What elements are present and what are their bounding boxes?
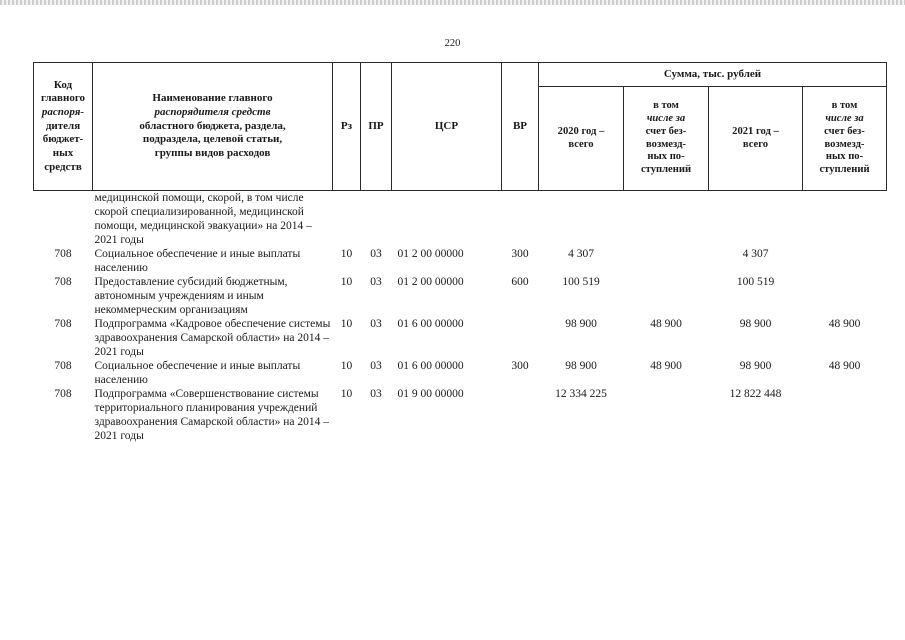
- row-total-2020: [539, 191, 624, 248]
- row-total-2020: 98 900: [565, 360, 597, 372]
- header-csr: ЦСР: [392, 63, 502, 191]
- row-total-2021: [709, 191, 803, 248]
- header-vr: ВР: [502, 63, 539, 191]
- row-csr: 01 6 00 00000: [397, 318, 464, 330]
- row-code: 708: [54, 248, 72, 260]
- row-vr: [502, 191, 539, 248]
- row-free-2021: 48 900: [828, 318, 861, 330]
- row-total-2020: 4 307: [568, 248, 594, 260]
- row-pr: 03: [370, 388, 382, 400]
- row-vr: 300: [511, 248, 529, 260]
- table-row: [34, 247, 887, 275]
- header-pr: ПР: [361, 63, 392, 191]
- row-total-2020: 98 900: [565, 318, 597, 330]
- row-name: Социальное обеспечение и иные выплаты населению: [94, 360, 301, 386]
- row-total-2020: 12 334 225: [555, 388, 607, 400]
- row-free-2020: [624, 275, 709, 317]
- row-name: медицинской помощи, скорой, в том числе скорой специализированной, медицинской помощи, медицинской эвакуации» на 2014 – 2021 годы: [94, 192, 312, 246]
- row-free-2021: [803, 247, 887, 275]
- budget-table: [33, 62, 887, 443]
- page-number: 220: [444, 38, 461, 49]
- row-csr: 01 2 00 00000: [397, 248, 464, 260]
- table-row: [34, 359, 887, 387]
- table-row: [34, 275, 887, 317]
- row-vr: [502, 387, 539, 443]
- row-rz: 10: [340, 318, 353, 330]
- row-pr: 03: [370, 318, 382, 330]
- row-csr: 01 9 00 00000: [397, 388, 464, 400]
- row-free-2020: 48 900: [650, 360, 682, 372]
- row-pr: 03: [370, 276, 382, 288]
- row-free-2020: [624, 247, 709, 275]
- row-csr: 01 2 00 00000: [397, 276, 464, 288]
- row-pr: 03: [370, 360, 382, 372]
- row-vr: [502, 317, 539, 359]
- row-csr: [392, 191, 502, 248]
- table-row: [34, 317, 887, 359]
- row-free-2021: [803, 191, 887, 248]
- row-code: 708: [54, 276, 72, 288]
- header-row-1: [34, 63, 887, 87]
- row-total-2021: 98 900: [739, 360, 772, 372]
- row-csr: 01 6 00 00000: [397, 360, 464, 372]
- row-name: Подпрограмма «Кадровое обеспечение системы здравоохранения Самарской области» на 2014 – 2021 годы: [94, 318, 331, 358]
- row-rz: 10: [340, 388, 353, 400]
- row-total-2020: 100 519: [562, 276, 600, 288]
- row-free-2020: [624, 387, 709, 443]
- row-code: 708: [54, 388, 72, 400]
- header-2021-total: 2021 год – всего: [709, 87, 803, 191]
- row-pr: [361, 191, 392, 248]
- row-rz: 10: [340, 248, 353, 260]
- header-2021-free: в том числе за счет без- возмезд- ных по- ступлений: [803, 87, 887, 191]
- row-code: [34, 191, 93, 248]
- row-total-2021: 98 900: [739, 318, 772, 330]
- row-code: 708: [54, 360, 72, 372]
- table-row: [34, 387, 887, 443]
- scan-top-edge: [0, 0, 905, 5]
- row-vr: 600: [511, 276, 529, 288]
- row-free-2021: [803, 275, 887, 317]
- row-free-2020: 48 900: [650, 318, 682, 330]
- header-2020-total: 2020 год – всего: [539, 87, 624, 191]
- row-rz: [333, 191, 361, 248]
- header-2020-free: в том числе за счет без- возмезд- ных по- ступлений: [624, 87, 709, 191]
- header-sum: Сумма, тыс. рублей: [539, 63, 887, 87]
- row-name: Подпрограмма «Совершенствование системы территориального планирования учреждений здравоохранения Самарской области» на 2014 – 2021 годы: [94, 388, 329, 442]
- row-total-2021: 100 519: [736, 276, 775, 288]
- row-rz: 10: [340, 276, 353, 288]
- header-code: Код главного распоря- дителя бюджет- ных средств: [34, 63, 93, 191]
- header-name: Наименование главного распорядителя средств областного бюджета, раздела, подраздела, целевой статьи, группы видов расходов: [93, 63, 333, 191]
- row-rz: 10: [340, 360, 353, 372]
- header-rz: Рз: [333, 63, 361, 191]
- row-free-2021: [803, 387, 887, 443]
- row-pr: 03: [370, 248, 382, 260]
- row-total-2021: 4 307: [742, 248, 769, 260]
- table-row: [34, 191, 887, 248]
- row-name: Предоставление субсидий бюджетным, автономным учреждениям и иным некоммерческим организациям: [94, 276, 288, 316]
- row-vr: 300: [511, 360, 529, 372]
- row-total-2021: 12 822 448: [729, 388, 782, 400]
- row-free-2021: 48 900: [828, 360, 861, 372]
- row-free-2020: [624, 191, 709, 248]
- row-code: 708: [54, 318, 72, 330]
- row-name: Социальное обеспечение и иные выплаты населению: [94, 248, 301, 274]
